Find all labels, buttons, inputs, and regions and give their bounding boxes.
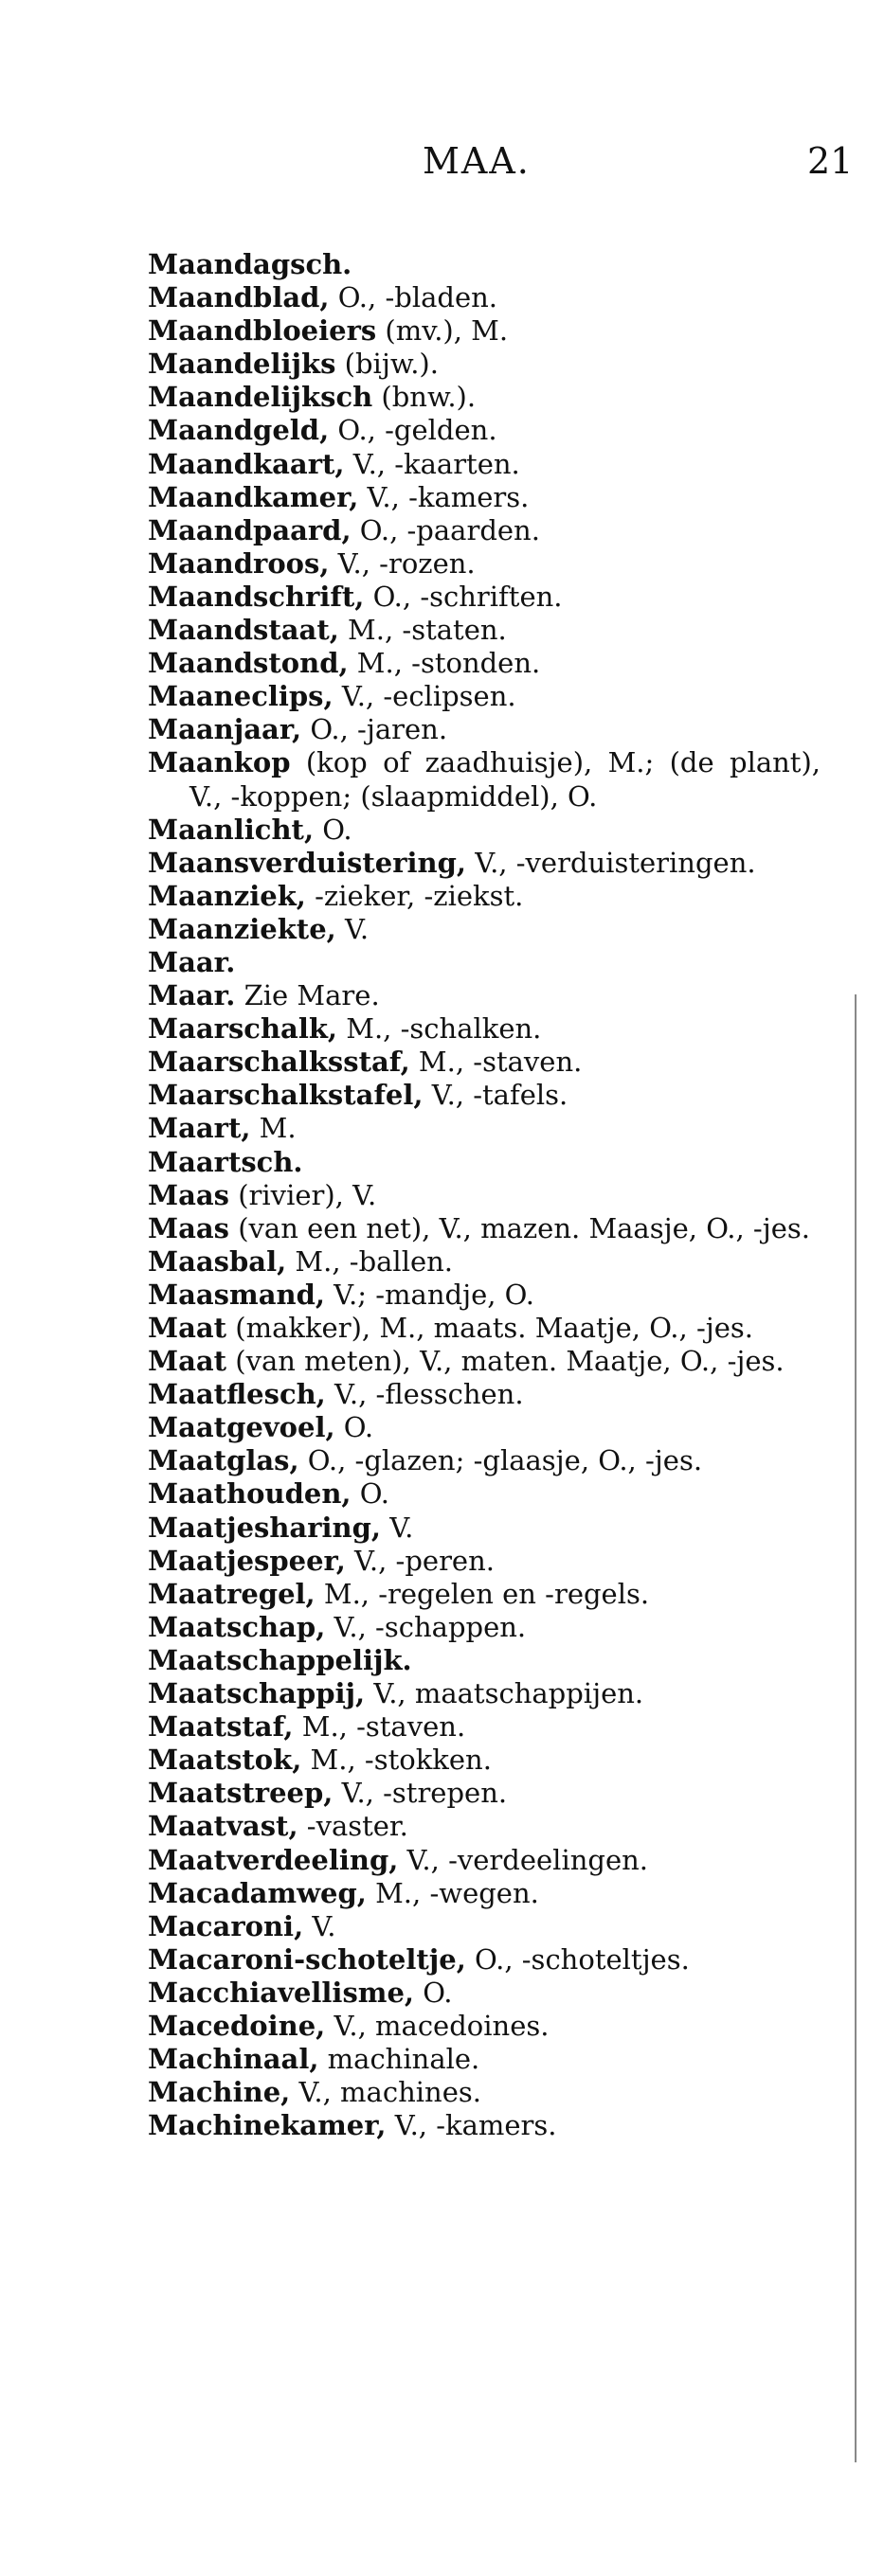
- entry-definition: M., -schalken.: [337, 1012, 542, 1046]
- entry-definition: V., -kamers.: [386, 2109, 557, 2142]
- entry-headword: Maat: [148, 1312, 227, 1344]
- entry-definition: -vaster.: [298, 1810, 408, 1843]
- dictionary-entry: [148, 1545, 821, 1578]
- entry-definition: V., -verdeelingen.: [398, 1843, 649, 1876]
- entry-definition: V., -strepen.: [333, 1777, 508, 1810]
- dictionary-entry: [148, 514, 821, 547]
- entry-headword: Maandkamer,: [148, 480, 359, 513]
- dictionary-entry: [148, 1977, 821, 2010]
- entry-headword: Maarschalk,: [148, 1012, 338, 1046]
- dictionary-entry: [148, 481, 821, 514]
- entry-headword: Macaroni-schoteltje,: [148, 1942, 466, 1976]
- dictionary-entry: [148, 1279, 821, 1312]
- dictionary-entry: [148, 2076, 821, 2109]
- entry-definition: V.: [335, 912, 370, 945]
- dictionary-entry: [148, 581, 821, 614]
- entry-definition: M., -regelen en -regels.: [315, 1577, 650, 1610]
- dictionary-entry: [148, 281, 821, 314]
- dictionary-entry: [148, 1345, 821, 1378]
- entry-definition: O., -schoteltjes.: [465, 1942, 690, 1976]
- dictionary-entry: [148, 1910, 821, 1943]
- entry-headword: Maandbloeiers: [148, 314, 377, 348]
- entry-headword: Maatregel,: [148, 1577, 316, 1610]
- dictionary-entry: [148, 1877, 821, 1910]
- entry-definition: V., -kaarten.: [344, 447, 520, 480]
- dictionary-entry: [148, 880, 821, 913]
- entry-headword: Maandkaart,: [148, 447, 345, 480]
- entry-definition: O., -paarden.: [351, 513, 540, 546]
- entry-headword: Maarschalkstafel,: [148, 1079, 424, 1112]
- entry-headword: Maar.: [148, 945, 236, 978]
- entry-headword: Maartsch.: [148, 1145, 303, 1178]
- entry-headword: Maatverdeeling,: [148, 1843, 399, 1876]
- entry-headword: Maas: [148, 1211, 230, 1244]
- entry-headword: Maarschalksstaf,: [148, 1046, 410, 1079]
- running-head: MAA.: [423, 140, 531, 182]
- entry-definition: Zie Mare.: [235, 979, 380, 1012]
- dictionary-entry: [148, 1378, 821, 1411]
- entry-definition: V.: [303, 1909, 336, 1942]
- entry-headword: Maasmand,: [148, 1278, 325, 1311]
- dictionary-entry: [148, 2109, 821, 2142]
- entry-definition: (van een net), V., mazen. Maasje, O., -jes.: [229, 1211, 810, 1244]
- entry-definition: M., -staven.: [409, 1046, 583, 1079]
- dictionary-entry: [148, 913, 821, 946]
- page-header: [0, 140, 884, 188]
- entry-headword: Maanziekte,: [148, 912, 336, 945]
- entry-definition: M., -stokken.: [301, 1744, 492, 1777]
- entry-definition: O.: [314, 813, 352, 846]
- entry-headword: Maatflesch,: [148, 1378, 326, 1411]
- page-number: 21: [807, 140, 854, 182]
- entry-headword: Macchiavellisme,: [148, 1976, 415, 2009]
- entry-headword: Maas: [148, 1178, 230, 1211]
- entry-definition: V., -peren.: [345, 1544, 495, 1577]
- dictionary-entry: [148, 1844, 821, 1877]
- dictionary-entry: [148, 1943, 821, 1977]
- dictionary-entry: [148, 2010, 821, 2043]
- entry-headword: Maatschap,: [148, 1610, 326, 1643]
- entry-definition: machinale.: [318, 2043, 480, 2076]
- dictionary-entry: [148, 1810, 821, 1843]
- entry-definition: M., -ballen.: [286, 1244, 454, 1278]
- entry-headword: Maandpaard,: [148, 513, 352, 546]
- dictionary-entry: [148, 1411, 821, 1444]
- entry-headword: Machinekamer,: [148, 2109, 387, 2142]
- entry-headword: Maat: [148, 1345, 227, 1378]
- dictionary-entry: [148, 680, 821, 713]
- dictionary-entry: [148, 248, 821, 281]
- dictionary-entry: [148, 1312, 821, 1345]
- entry-headword: Maankop: [148, 746, 291, 779]
- dictionary-entry: [148, 1146, 821, 1179]
- dictionary-entry: [148, 713, 821, 746]
- entry-definition: V., -eclipsen.: [333, 680, 516, 713]
- entry-definition: M., -staven.: [293, 1710, 466, 1744]
- entry-definition: O.: [351, 1477, 390, 1511]
- entry-headword: Maanjaar,: [148, 713, 302, 746]
- entry-headword: Macaroni,: [148, 1909, 304, 1942]
- entry-definition: O., -schriften.: [364, 580, 563, 613]
- entry-definition: (bnw.).: [372, 381, 477, 414]
- entry-headword: Maar.: [148, 979, 236, 1012]
- dictionary-entry: [148, 1212, 821, 1245]
- dictionary-entry: [148, 1777, 821, 1810]
- entry-definition: (rivier), V.: [229, 1178, 377, 1211]
- entry-headword: Machinaal,: [148, 2043, 319, 2076]
- entry-headword: Maart,: [148, 1112, 251, 1145]
- dictionary-entry: [148, 847, 821, 880]
- entry-headword: Macedoine,: [148, 2009, 326, 2042]
- entry-definition: O.: [414, 1976, 453, 2009]
- entry-definition: V., maatschappijen.: [365, 1677, 644, 1710]
- entry-definition: (van meten), V., maten. Maatje, O., -jes.: [226, 1345, 785, 1378]
- entry-definition: V., -tafels.: [423, 1079, 568, 1112]
- dictionary-entry: [148, 381, 821, 414]
- dictionary-entry: [148, 348, 821, 381]
- entry-headword: Maatschappelijk.: [148, 1643, 412, 1676]
- entry-headword: Maandstond,: [148, 647, 349, 680]
- entry-headword: Maatvast,: [148, 1810, 298, 1843]
- entry-definition: V., macedoines.: [325, 2009, 550, 2042]
- dictionary-entry: [148, 1611, 821, 1644]
- entry-definition: V., -rozen.: [329, 546, 476, 580]
- dictionary-entry: [148, 647, 821, 680]
- entry-definition: O., -glazen; -glaasje, O., -jes.: [298, 1444, 703, 1477]
- dictionary-entry: [148, 448, 821, 481]
- dictionary-entry-list: [148, 248, 821, 2142]
- dictionary-entry: [148, 1477, 821, 1511]
- dictionary-entry: [148, 1245, 821, 1279]
- entry-headword: Maatstok,: [148, 1744, 302, 1777]
- entry-headword: Maandagsch.: [148, 248, 352, 280]
- entry-definition: (mv.), M.: [376, 314, 509, 348]
- entry-definition: M., -staten.: [338, 614, 507, 647]
- entry-headword: Maaneclips,: [148, 680, 334, 713]
- dictionary-entry: [148, 2043, 821, 2076]
- entry-headword: Machine,: [148, 2076, 291, 2109]
- entry-headword: Maasbal,: [148, 1244, 287, 1278]
- entry-definition: (makker), M., maats. Maatje, O., -jes.: [226, 1312, 754, 1344]
- entry-definition: V., machines.: [290, 2076, 481, 2109]
- dictionary-entry: [148, 614, 821, 647]
- entry-headword: Maatstreep,: [148, 1777, 334, 1810]
- entry-headword: Maandelijks: [148, 348, 336, 381]
- dictionary-entry: [148, 1444, 821, 1477]
- dictionary-entry: [148, 1710, 821, 1744]
- entry-definition: V., -kamers.: [358, 480, 530, 513]
- entry-headword: Maatjesharing,: [148, 1511, 381, 1544]
- entry-definition: M., -stonden.: [348, 647, 541, 680]
- entry-definition: O., -jaren.: [301, 713, 448, 746]
- entry-definition: M., -wegen.: [366, 1876, 539, 1909]
- entry-definition: (kop of zaadhuisje), M.; (de plant), V., -koppen; (slaapmiddel), O.: [189, 746, 821, 813]
- entry-definition: O., -gelden.: [329, 414, 497, 447]
- entry-headword: Maanziek,: [148, 879, 306, 912]
- entry-headword: Maatjespeer,: [148, 1544, 346, 1577]
- entry-definition: V.: [380, 1511, 414, 1544]
- entry-headword: Maandstaat,: [148, 614, 339, 647]
- entry-headword: Maanlicht,: [148, 813, 315, 846]
- entry-definition: V., -verduisteringen.: [465, 846, 756, 879]
- dictionary-entry: [148, 946, 821, 979]
- entry-headword: Maatschappij,: [148, 1677, 366, 1710]
- entry-headword: Maatglas,: [148, 1444, 299, 1477]
- dictionary-entry: [148, 1012, 821, 1046]
- entry-definition: V.; -mandje, O.: [324, 1278, 534, 1311]
- entry-headword: Maathouden,: [148, 1477, 352, 1511]
- dictionary-entry: [148, 414, 821, 447]
- entry-definition: (bijw.).: [335, 348, 439, 381]
- entry-headword: Maandroos,: [148, 546, 330, 580]
- entry-definition: O.: [334, 1411, 374, 1444]
- dictionary-entry: [148, 1744, 821, 1777]
- dictionary-entry: [148, 1112, 821, 1145]
- entry-headword: Maandblad,: [148, 281, 330, 314]
- entry-headword: Maandschrift,: [148, 580, 365, 613]
- dictionary-entry: [148, 1677, 821, 1710]
- entry-headword: Maandelijksch: [148, 381, 373, 414]
- entry-headword: Maandgeld,: [148, 414, 330, 447]
- entry-definition: O., -bladen.: [329, 281, 498, 314]
- dictionary-entry: [148, 746, 821, 813]
- entry-headword: Maatgevoel,: [148, 1411, 335, 1444]
- dictionary-entry: [148, 979, 821, 1012]
- entry-definition: V., -flesschen.: [325, 1378, 524, 1411]
- dictionary-entry: [148, 1644, 821, 1677]
- dictionary-entry: [148, 1046, 821, 1079]
- dictionary-entry: [148, 1512, 821, 1545]
- dictionary-entry: [148, 1578, 821, 1611]
- entry-definition: V., -schappen.: [325, 1610, 527, 1643]
- entry-headword: Macadamweg,: [148, 1876, 367, 1909]
- entry-headword: Maansverduistering,: [148, 846, 466, 879]
- entry-definition: M.: [250, 1112, 297, 1145]
- dictionary-entry: [148, 1179, 821, 1212]
- entry-definition: -zieker, -ziekst.: [305, 879, 524, 912]
- dictionary-entry: [148, 314, 821, 348]
- dictionary-entry: [148, 1079, 821, 1112]
- dictionary-entry: [148, 814, 821, 847]
- entry-headword: Maatstaf,: [148, 1710, 294, 1744]
- dictionary-entry: [148, 547, 821, 581]
- margin-rule: [855, 994, 857, 2462]
